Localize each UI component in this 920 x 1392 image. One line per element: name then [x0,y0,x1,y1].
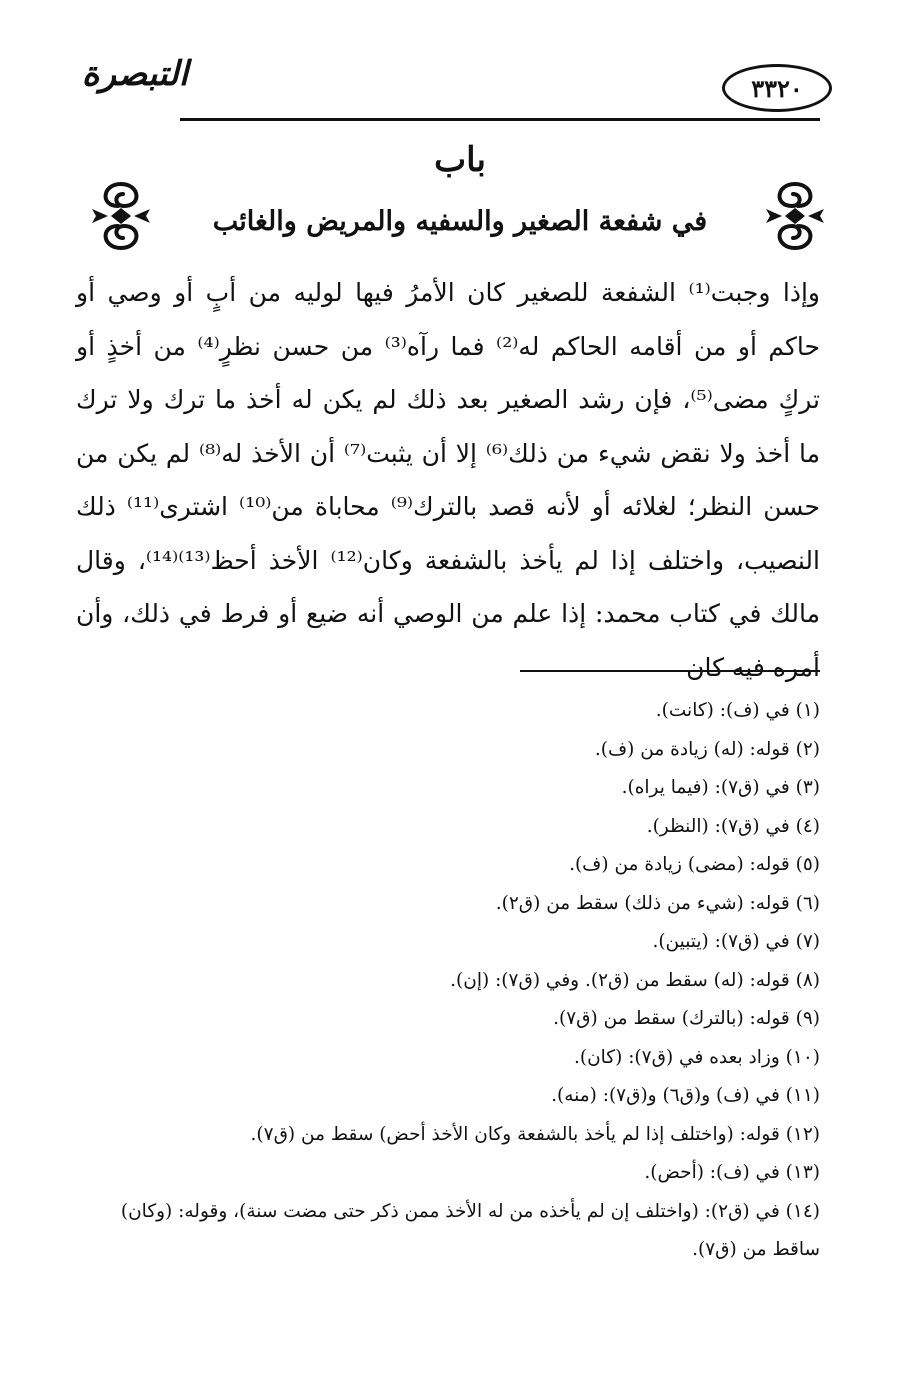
book-title: التبصرة [81,54,189,94]
chapter-label: باب [434,140,486,180]
footnote: (٦) قوله: (شيء من ذلك) سقط من (ق٢). [495,892,820,914]
footnote: (١٠) وزاد بعده في (ق٧): (كان). [573,1046,820,1068]
footnote: (٤) في (ق٧): (النظر). [646,815,820,837]
page-number-oval [722,64,832,112]
footnote: (١٢) قوله: (واختلف إذا لم يأخذ بالشفعة وكان الأخذ أحض) سقط من (ق٧). [250,1123,820,1145]
footnote: (١٣) في (ف): (أحض). [644,1162,820,1183]
footnote: (٧) في (ق٧): (يتبين). [652,931,820,952]
body-paragraph: وإذا وجبت⁽¹⁾ الشفعة للصغير كان الأمرُ فيها لوليه من أبٍ أو وصي أو حاكم أو من أقامه الحاكم له⁽²⁾ فما رآه⁽³⁾ من حسن نظرٍ⁽⁴⁾ من أخذٍ أو تركٍ مضى⁽⁵⁾، فإن رشد الصغير بعد ذلك لم يكن له أخذ ما ترك ولا ترك ما أخذ ولا نقض شيء من ذلك⁽⁶⁾ إلا أن يثبت⁽⁷⁾ أن الأخذ له⁽⁸⁾ لم يكن من حسن النظر؛ لغلائه أو لأنه قصد بالترك⁽⁹⁾ محاباة من⁽¹⁰⁾ اشترى⁽¹¹⁾ ذلك النصيب، واختلف إذا لم يأخذ بالشفعة وكان⁽¹²⁾ الأخذ أحظ⁽¹³⁾⁽¹⁴⁾، وقال مالك في كتاب محمد: إذا علم من الوصي أنه ضيع أو فرط في ذلك، وأن أمره فيه كان [76,278,821,682]
ornament-left-icon [88,176,154,256]
footnote: (٣) في (ق٧): (فيما يراه). [621,777,820,798]
header-rule [180,118,820,121]
footnote: (٢) قوله: (له) زيادة من (ف). [594,738,820,760]
footnote: (١٤) في (ق٢): (واختلف إن لم يأخذه من له الأخذ ممن ذكر حتى مضت سنة)، وقوله: (وكان) ساقط من (ق٧). [120,1200,820,1260]
footnote: (١١) في (ف) و(ق٦) و(ق٧): (منه). [551,1085,820,1106]
footnote: (٨) قوله: (له) سقط من (ق٢). وفي (ق٧): (إن). [450,969,820,991]
page-number: ٣٣٢٠ [751,73,803,103]
footnotes-list [76,692,820,1270]
footnote: (٩) قوله: (بالترك) سقط من (ق٧). [553,1008,820,1029]
footnote: (٥) قوله: (مضى) زيادة من (ف). [569,854,820,875]
chapter-title: في شفعة الصغير والسفيه والمريض والغائب [212,206,708,237]
footnote-separator [520,670,820,672]
footnote: (١) في (ف): (كانت). [655,700,820,721]
ornament-right-icon [762,176,828,256]
